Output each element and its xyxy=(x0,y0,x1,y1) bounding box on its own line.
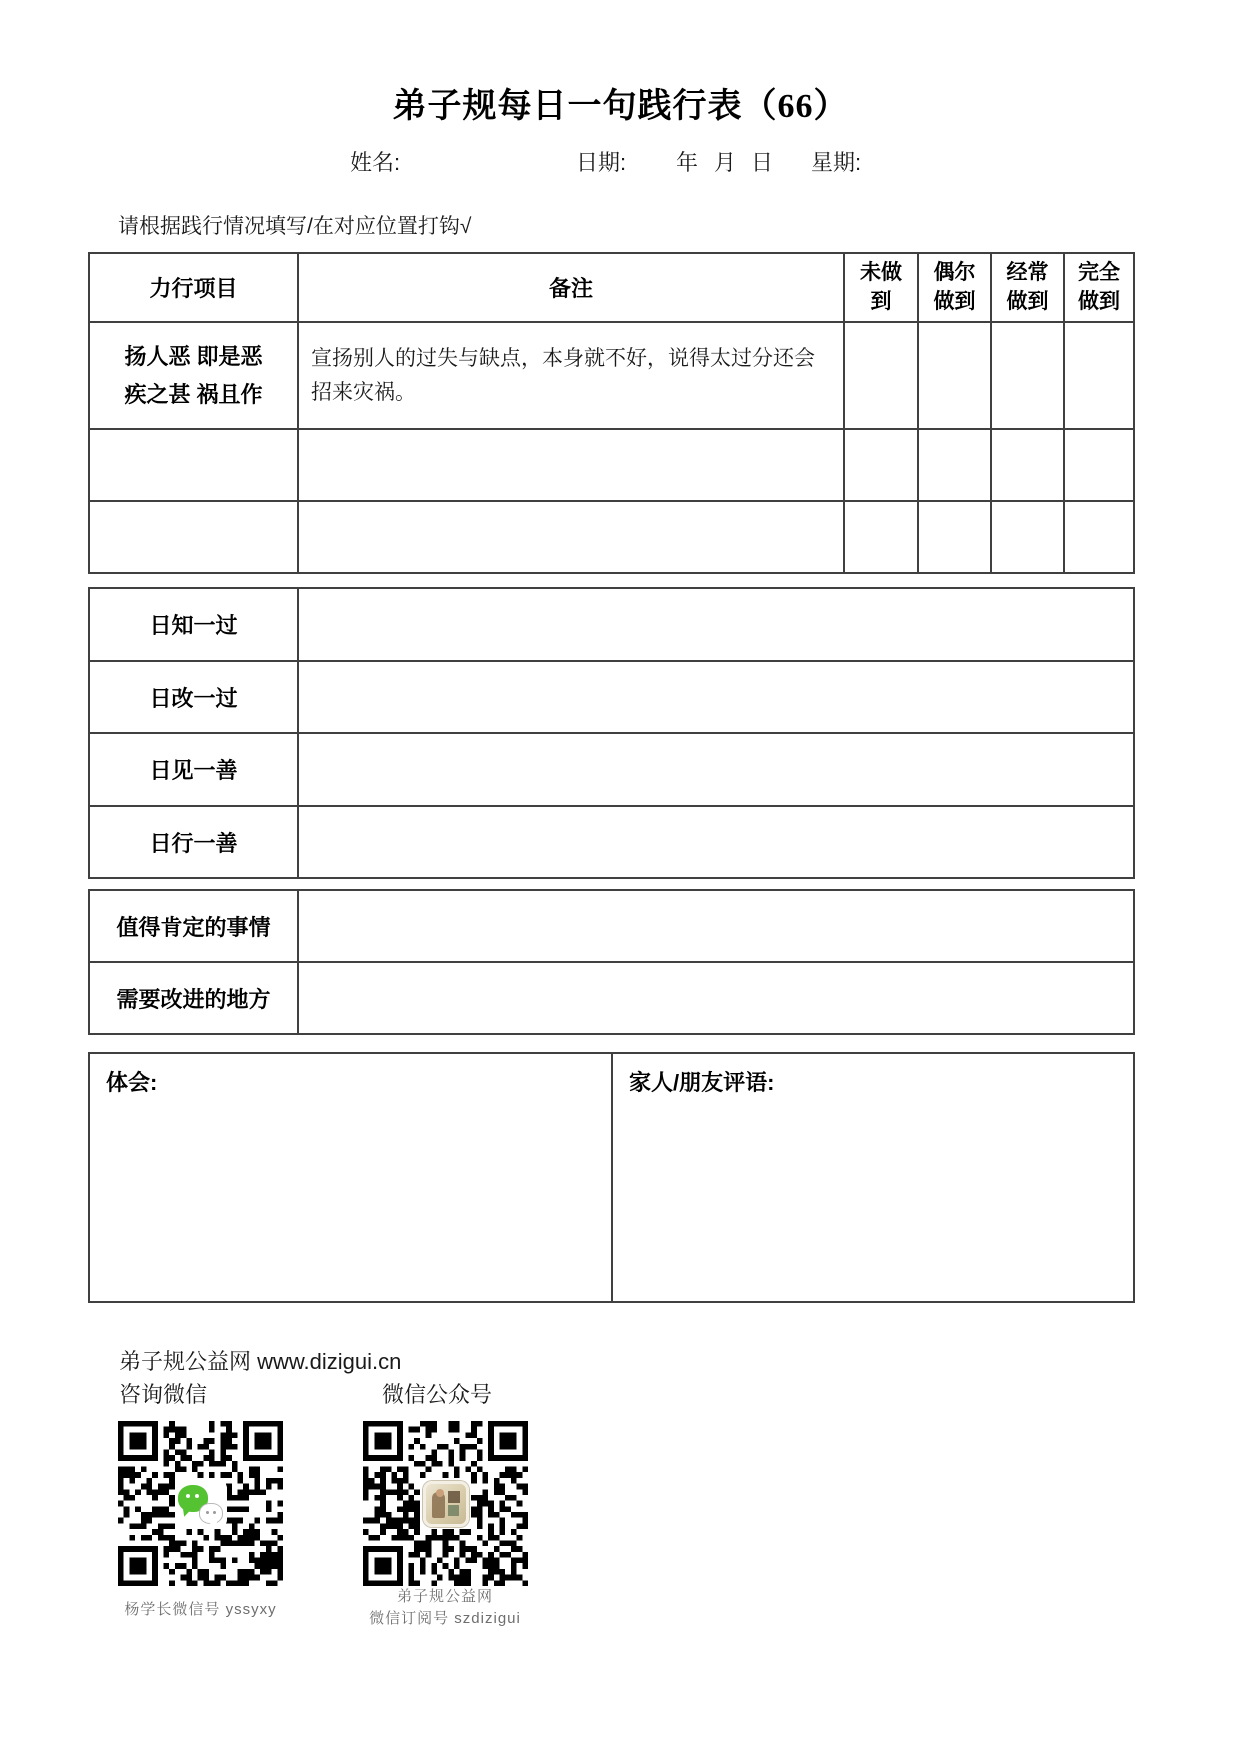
daily-label-3: 日行一善 xyxy=(89,806,298,878)
qr-official-caption: 弟子规公益网 微信订阅号 szdizigui xyxy=(369,1588,521,1627)
daily-fill-3 xyxy=(298,806,1134,878)
daily-row xyxy=(89,806,1134,878)
daily-label-1: 日改一过 xyxy=(89,661,298,733)
review-fill-1 xyxy=(298,962,1134,1034)
practice-item-text: 扬人恶 即是恶 疾之甚 祸且作 xyxy=(89,322,298,429)
checkbox-cell xyxy=(918,429,991,501)
checkbox-cell xyxy=(844,322,918,429)
review-fill-0 xyxy=(298,890,1134,962)
daily-label-2: 日见一善 xyxy=(89,733,298,806)
comment-family-label: 家人/朋友评语: xyxy=(612,1053,1134,1302)
qr-code-consult xyxy=(118,1421,283,1586)
name-label: 姓名: xyxy=(350,150,401,175)
practice-table-header-row xyxy=(89,253,1134,322)
col-header-note: 备注 xyxy=(298,253,844,322)
review-row xyxy=(89,962,1134,1034)
col-header-item: 力行项目 xyxy=(89,253,298,322)
qr-official-title: 微信公众号 xyxy=(382,1382,493,1407)
checkbox-cell xyxy=(844,429,918,501)
instruction-text: 请根据践行情况填写/在对应位置打钩√ xyxy=(118,215,472,238)
checkbox-cell xyxy=(918,501,991,573)
daily-row xyxy=(89,588,1134,661)
daily-fill-2 xyxy=(298,733,1134,806)
practice-note-text: 宣扬别人的过失与缺点，本身就不好，说得太过分还会招来灾祸。 xyxy=(298,322,844,429)
practice-row-empty xyxy=(89,429,1134,501)
month-label: 月 xyxy=(714,150,737,175)
day-label: 日 xyxy=(751,150,774,175)
daily-row xyxy=(89,733,1134,806)
col-header-level-3: 完全 做到 xyxy=(1064,253,1134,322)
comments-table xyxy=(88,1052,1135,1303)
checkbox-cell xyxy=(991,322,1064,429)
comments-row xyxy=(89,1053,1134,1302)
col-header-level-1: 偶尔 做到 xyxy=(918,253,991,322)
practice-table xyxy=(88,252,1135,574)
col-header-level-2: 经常 做到 xyxy=(991,253,1064,322)
checkbox-cell xyxy=(991,429,1064,501)
footer-website: 弟子规公益网 www.dizigui.cn xyxy=(119,1349,402,1374)
page-title: 弟子规每日一句践行表（66） xyxy=(392,88,849,125)
wechat-logo-icon xyxy=(175,1482,227,1526)
daily-label-0: 日知一过 xyxy=(89,588,298,661)
checkbox-cell xyxy=(1064,429,1134,501)
review-table xyxy=(88,889,1135,1035)
checkbox-cell xyxy=(991,501,1064,573)
checkbox-cell xyxy=(918,322,991,429)
daily-fill-1 xyxy=(298,661,1134,733)
checkbox-cell xyxy=(1064,322,1134,429)
practice-row-filled xyxy=(89,322,1134,429)
qr-code-official xyxy=(363,1421,528,1586)
name-date-row xyxy=(88,146,1133,176)
daily-fill-0 xyxy=(298,588,1134,661)
checkbox-cell xyxy=(844,501,918,573)
review-label-0: 值得肯定的事情 xyxy=(89,890,298,962)
qr-consult-title: 咨询微信 xyxy=(119,1382,208,1407)
checkbox-cell xyxy=(1064,501,1134,573)
practice-row-empty xyxy=(89,501,1134,573)
col-header-level-0: 未做 到 xyxy=(844,253,918,322)
date-label: 日期: xyxy=(576,150,627,175)
review-row xyxy=(89,890,1134,962)
daily-table xyxy=(88,587,1135,879)
comment-self-label: 体会: xyxy=(89,1053,612,1302)
review-label-1: 需要改进的地方 xyxy=(89,962,298,1034)
year-label: 年 xyxy=(676,150,699,175)
week-label: 星期: xyxy=(811,150,862,175)
qr-consult-caption: 杨学长微信号 yssyxy xyxy=(124,1601,277,1618)
dizigui-logo-icon xyxy=(423,1481,469,1527)
daily-row xyxy=(89,661,1134,733)
